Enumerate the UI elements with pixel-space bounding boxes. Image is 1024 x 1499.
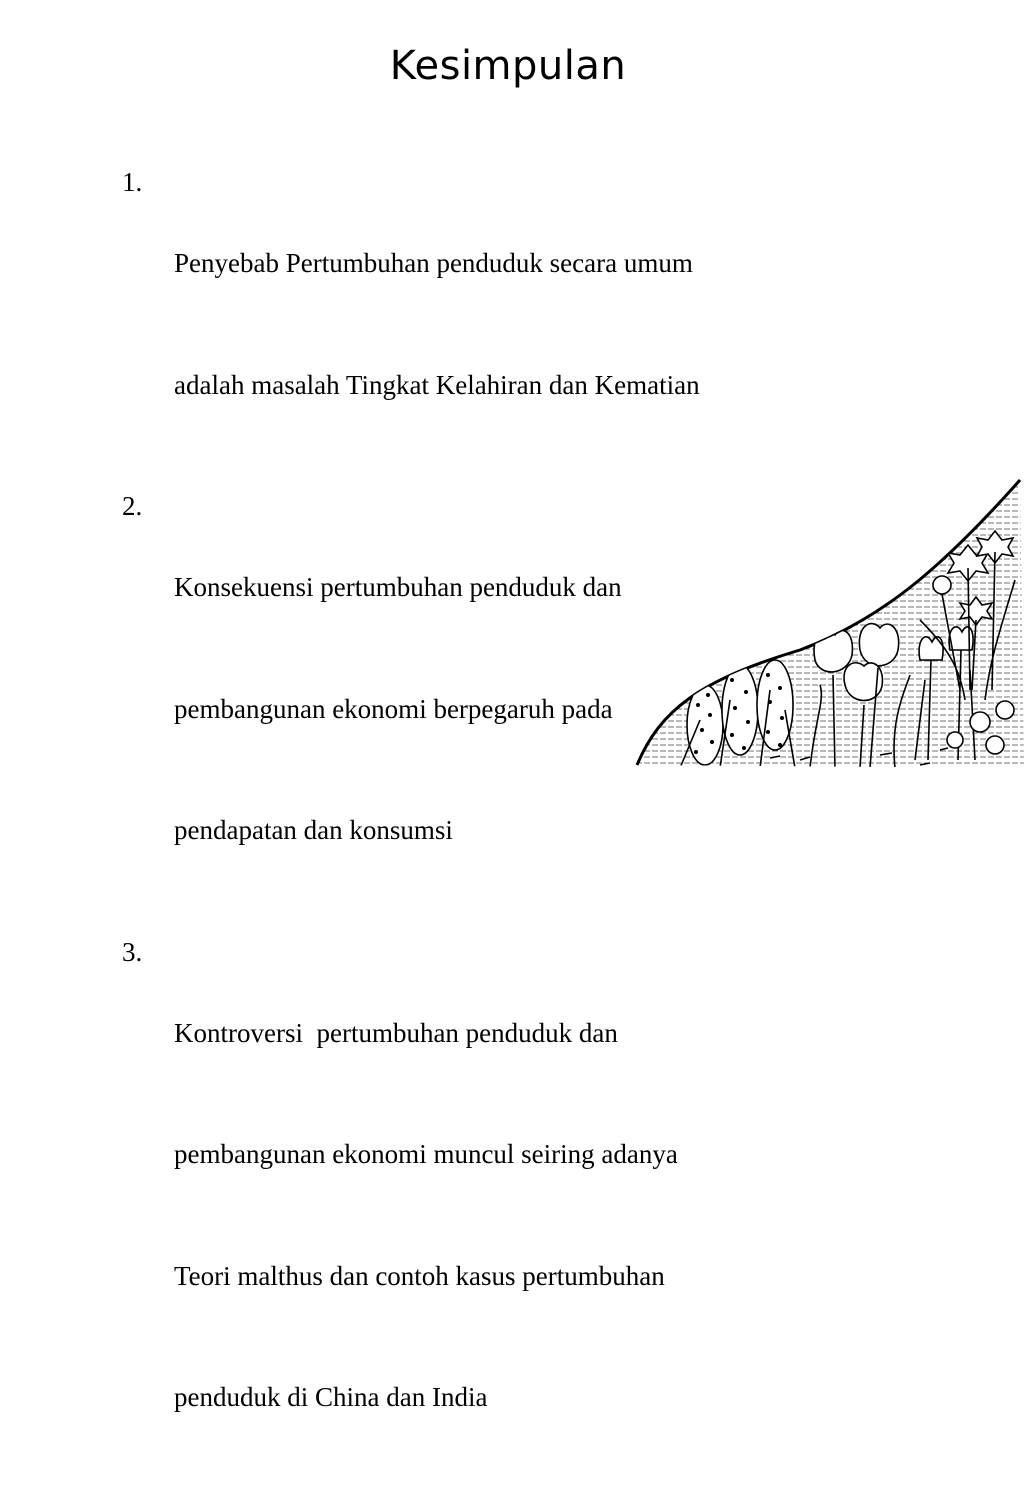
list-item-3 xyxy=(122,932,862,1499)
list-text xyxy=(174,162,862,486)
list-text-line: Konsekuensi pertumbuhan penduduk dan xyxy=(174,572,622,602)
flower-garden-illustration-icon xyxy=(620,460,1024,768)
list-text-line: penduduk di China dan India xyxy=(174,1382,488,1412)
list-number: 2. xyxy=(122,491,143,521)
slide-title: Kesimpulan xyxy=(389,43,627,89)
conclusion-list xyxy=(122,162,862,1499)
list-text xyxy=(174,932,862,1499)
list-text-line: Kontroversi pertumbuhan penduduk dan xyxy=(174,1017,618,1048)
list-number: 1. xyxy=(122,167,143,197)
list-text-line: Teori malthus dan contoh kasus pertumbuhan xyxy=(174,1260,665,1291)
list-text-line: pembangunan ekonomi berpegaruh pada xyxy=(174,693,613,724)
list-text-line: pendapatan dan konsumsi xyxy=(174,815,453,845)
list-text-line: Penyebab Pertumbuhan penduduk secara umum xyxy=(174,248,693,278)
list-item-1 xyxy=(122,162,862,486)
list-number: 3. xyxy=(122,936,143,967)
list-text-line: adalah masalah Tingkat Kelahiran dan Kematian xyxy=(174,369,700,400)
list-text-line: pembangunan ekonomi muncul seiring adanya xyxy=(174,1139,678,1169)
